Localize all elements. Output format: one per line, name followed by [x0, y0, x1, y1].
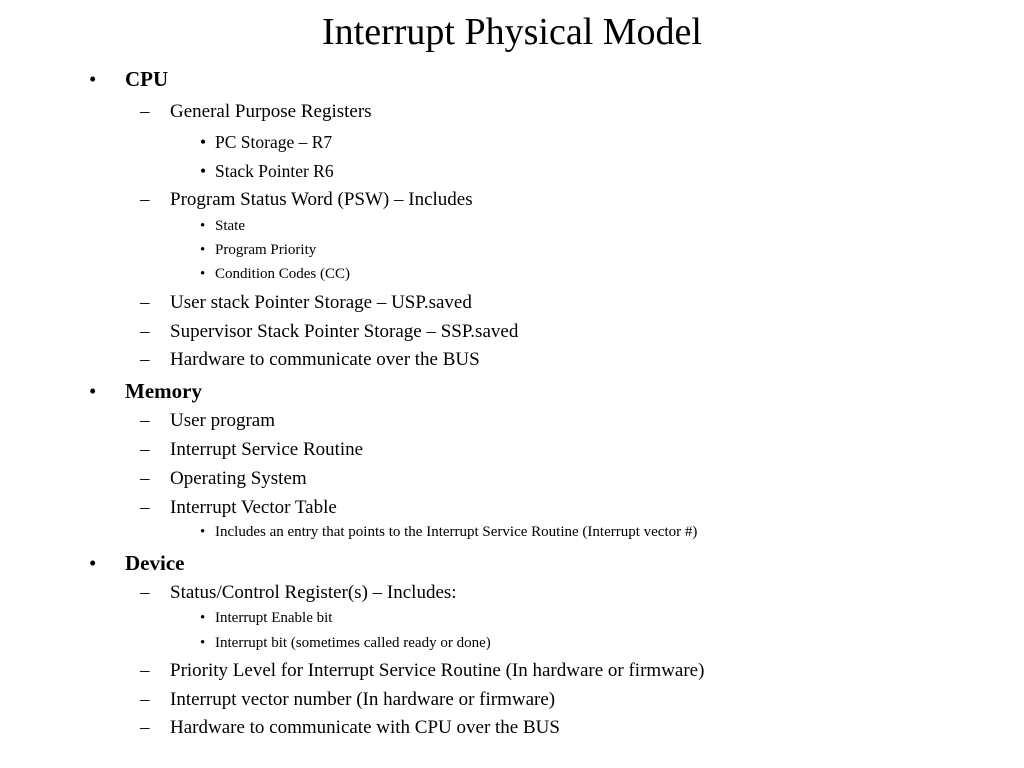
outline-item-text: Hardware to communicate with CPU over the BUS	[170, 717, 560, 738]
outline-item-text: Device	[125, 551, 185, 575]
bullet-marker: •	[89, 551, 97, 575]
outline-item-text: Program Priority	[215, 242, 317, 258]
dash-marker: –	[140, 660, 150, 681]
outline-item-text: CPU	[125, 67, 169, 91]
dash-marker: –	[140, 349, 150, 370]
dash-marker: –	[140, 497, 150, 518]
dash-marker: –	[140, 689, 150, 710]
outline-item-text: Stack Pointer R6	[215, 161, 334, 181]
bullet-marker: •	[200, 610, 206, 626]
outline-item-text: Interrupt bit (sometimes called ready or done)	[215, 635, 491, 651]
bullet-marker: •	[200, 266, 206, 282]
dash-marker: –	[140, 101, 150, 122]
outline-item-text: State	[215, 218, 245, 234]
outline-item-text: Status/Control Register(s) – Includes:	[170, 582, 457, 603]
outline-item-text: PC Storage – R7	[215, 132, 333, 152]
bullet-marker: •	[200, 635, 206, 651]
dash-marker: –	[140, 189, 150, 210]
outline-item-text: Supervisor Stack Pointer Storage – SSP.saved	[170, 321, 519, 342]
outline-item-text: Interrupt Service Routine	[170, 439, 364, 460]
bullet-marker: •	[200, 524, 206, 540]
dash-marker: –	[140, 321, 150, 342]
outline-item-text: Priority Level for Interrupt Service Routine (In hardware or firmware)	[170, 660, 705, 681]
dash-marker: –	[140, 439, 150, 460]
bullet-marker: •	[200, 161, 207, 181]
slide-title: Interrupt Physical Model	[322, 11, 702, 53]
dash-marker: –	[140, 292, 150, 313]
bullet-marker: •	[200, 242, 206, 258]
outline-item-text: Includes an entry that points to the Interrupt Service Routine (Interrupt vector #)	[215, 524, 698, 540]
outline-item-text: Interrupt vector number (In hardware or firmware)	[170, 689, 556, 710]
outline-item-text: User stack Pointer Storage – USP.saved	[170, 292, 472, 313]
dash-marker: –	[140, 582, 150, 603]
outline-item-text: User program	[170, 410, 275, 431]
outline-item-text: Memory	[125, 379, 202, 403]
bullet-marker: •	[89, 67, 97, 91]
outline-item-text: Interrupt Enable bit	[215, 610, 333, 626]
outline-item-text: Program Status Word (PSW) – Includes	[170, 189, 473, 210]
bullet-marker: •	[89, 379, 97, 403]
dash-marker: –	[140, 410, 150, 431]
outline-item-text: Operating System	[170, 468, 307, 489]
bullet-marker: •	[200, 132, 207, 152]
outline-item-text: Hardware to communicate over the BUS	[170, 349, 480, 370]
dash-marker: –	[140, 717, 150, 738]
dash-marker: –	[140, 468, 150, 489]
outline-item-text: Interrupt Vector Table	[170, 497, 337, 518]
bullet-marker: •	[200, 218, 206, 234]
outline-item-text: Condition Codes (CC)	[215, 266, 351, 282]
outline-item-text: General Purpose Registers	[170, 101, 372, 122]
